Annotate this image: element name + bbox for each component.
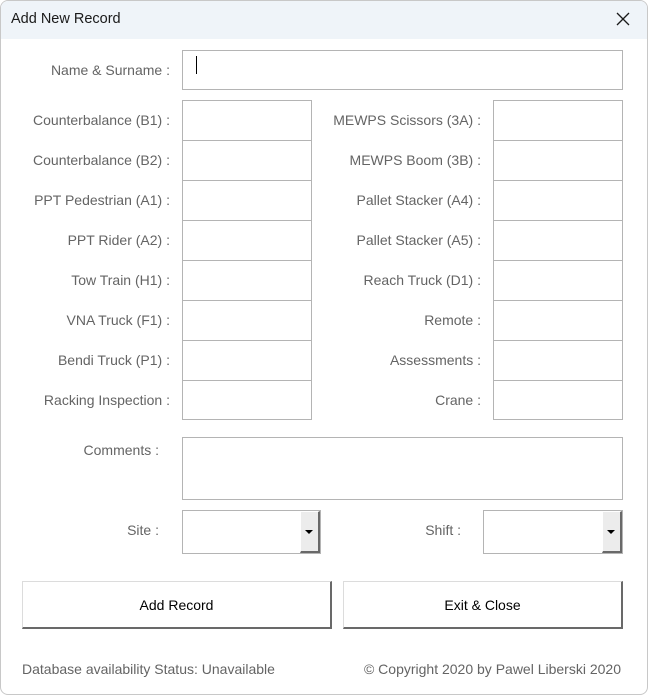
title-bar (1, 1, 647, 39)
close-icon (616, 12, 630, 26)
dropdown-arrow-icon (305, 530, 313, 534)
mewps-boom-3b-input[interactable] (493, 140, 623, 181)
exit-close-button[interactable]: Exit & Close (343, 581, 623, 629)
remote-label: Remote : (424, 312, 481, 328)
ppt-rider-a2-input[interactable] (182, 220, 312, 261)
ppt-pedestrian-a1-label: PPT Pedestrian (A1) : (34, 192, 170, 208)
ppt-rider-a2-label: PPT Rider (A2) : (67, 232, 170, 248)
shift-label: Shift : (425, 522, 461, 538)
dropdown-arrow-icon (607, 530, 615, 534)
assessments-label: Assessments : (389, 352, 481, 368)
mewps-scissors-3a-input[interactable] (493, 100, 623, 141)
racking-inspection-label: Racking Inspection : (43, 392, 170, 408)
comments-label: Comments : (83, 442, 159, 458)
assessments-input[interactable] (493, 340, 623, 381)
vna-truck-f1-input[interactable] (182, 300, 312, 341)
counterbalance-b2-label: Counterbalance (B2) : (33, 152, 170, 168)
shift-combobox[interactable] (483, 510, 623, 554)
pallet-stacker-a5-label: Pallet Stacker (A5) : (356, 232, 481, 248)
text-caret (196, 56, 197, 74)
counterbalance-b1-input[interactable] (182, 100, 312, 141)
bendi-truck-p1-input[interactable] (182, 340, 312, 381)
copyright-text: © Copyright 2020 by Pawel Liberski 2020 (363, 661, 621, 677)
mewps-boom-3b-label: MEWPS Boom (3B) : (349, 152, 481, 168)
shift-dropdown-button[interactable] (602, 511, 622, 553)
comments-textarea[interactable] (182, 437, 623, 500)
pallet-stacker-a4-label: Pallet Stacker (A4) : (356, 192, 481, 208)
pallet-stacker-a4-input[interactable] (493, 180, 623, 221)
add-record-button[interactable]: Add Record (22, 581, 332, 629)
mewps-scissors-3a-label: MEWPS Scissors (3A) : (333, 112, 481, 128)
tow-train-h1-input[interactable] (182, 260, 312, 301)
site-combobox[interactable] (182, 510, 321, 554)
pallet-stacker-a5-input[interactable] (493, 220, 623, 261)
remote-input[interactable] (493, 300, 623, 341)
name-surname-label: Name & Surname : (50, 62, 170, 78)
close-button[interactable] (601, 1, 647, 39)
reach-truck-d1-input[interactable] (493, 260, 623, 301)
window-title: Add New Record (11, 11, 121, 27)
crane-input[interactable] (493, 380, 623, 420)
vna-truck-f1-label: VNA Truck (F1) : (66, 312, 170, 328)
racking-inspection-input[interactable] (182, 380, 312, 420)
tow-train-h1-label: Tow Train (H1) : (71, 272, 170, 288)
reach-truck-d1-label: Reach Truck (D1) : (363, 272, 481, 288)
counterbalance-b1-label: Counterbalance (B1) : (33, 112, 170, 128)
ppt-pedestrian-a1-input[interactable] (182, 180, 312, 221)
name-surname-input[interactable] (182, 50, 623, 90)
counterbalance-b2-input[interactable] (182, 140, 312, 181)
site-label: Site : (127, 522, 159, 538)
site-dropdown-button[interactable] (300, 511, 320, 553)
crane-label: Crane : (435, 392, 481, 408)
database-status-text: Database availability Status: Unavailable (22, 661, 275, 677)
bendi-truck-p1-label: Bendi Truck (P1) : (57, 352, 170, 368)
